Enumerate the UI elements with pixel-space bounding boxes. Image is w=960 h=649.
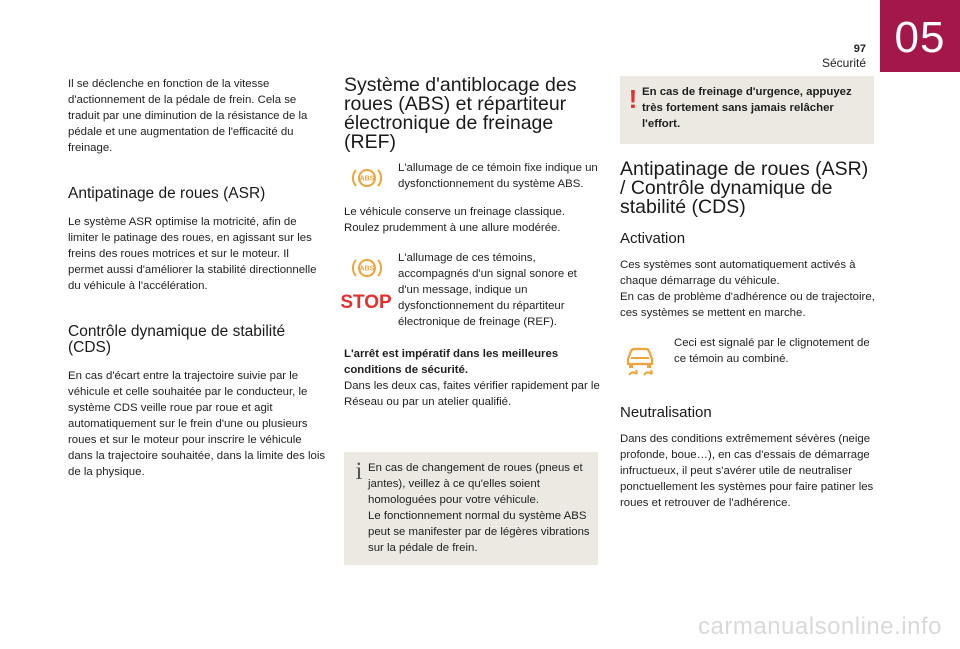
abs-warning-block (344, 160, 600, 192)
activation-text-2: En cas de problème d'adhérence ou de trajectoire, ces systèmes se mettent en marche. (620, 291, 875, 319)
page-number: 97 (853, 43, 866, 55)
warning-icon: ! (628, 84, 638, 114)
abs-ref-icon (350, 256, 384, 280)
column-right (620, 160, 876, 511)
column-left (68, 76, 326, 480)
ref-warning-text: L'allumage de ces témoins, accompagnés d'un signal sonore et d'un message, indique un dysfonctionnement du répartiteur électronique de freinage (REF). (398, 252, 577, 328)
intro-paragraph: Il se déclenche en fonction de la vitesse d'actionnement de la pédale de frein. Cela se traduit par une diminution de la résistance de la pédale et une augmentation de l'efficacité du freinage. (68, 78, 308, 154)
chapter-number: 05 (894, 13, 946, 62)
cds-blink-block (620, 335, 876, 383)
warning-note-box (620, 76, 874, 144)
cds-heading: Contrôle dynamique de stabilité (CDS) (68, 323, 286, 356)
activation-text-1: Ces systèmes sont automatiquement activés à chaque démarrage du véhicule. (620, 259, 856, 287)
stop-icon-label: STOP (340, 292, 392, 313)
abs-ref-icon-label: ABS (359, 265, 375, 273)
abs-warning-text: L'allumage de ce témoin fixe indique un dysfonctionnement du système ABS. (398, 162, 598, 190)
info-text-1: En cas de changement de roues (pneus et jantes), veillez à ce qu'elles soient homologuées pour votre véhicule. (368, 462, 583, 506)
stop-icon (340, 290, 392, 313)
neutralisation-heading: Neutralisation (620, 404, 712, 421)
chapter-tab (880, 0, 960, 72)
watermark: carmanualsonline.info (698, 613, 942, 640)
warning-text: En cas de freinage d'urgence, appuyez très fortement sans jamais relâcher l'effort. (642, 86, 852, 130)
asr-paragraph: Le système ASR optimise la motricité, afin de limiter le patinage des roues, en agissant sur les freins des roues motrices et sur le moteur. Il permet aussi d'améliorer la stabilité directionnelle du véhicule à l'accélération. (68, 216, 317, 292)
section-title: Sécurité (821, 56, 866, 70)
abs-icon-label: ABS (359, 175, 375, 183)
abs-warning-icon (350, 166, 384, 190)
cds-paragraph: En cas d'écart entre la trajectoire suivie par le véhicule et celle souhaitée par le conducteur, le système CDS veille roue par roue et agit automatiquement sur le frein d'une ou plusieurs roues et sur le moteur pour inscrire le véhicule dans la trajectoire souhaitée, dans la limite des lois de la physique. (68, 370, 326, 478)
info-icon: i (355, 458, 363, 485)
info-note-box (344, 452, 598, 565)
cds-blink-text: Ceci est signalé par le clignotement de ce témoin au combiné. (674, 337, 870, 365)
stop-instruction-body: Dans les deux cas, faites vérifier rapidement par le Réseau ou par un atelier qualifié. (344, 380, 600, 408)
ref-warning-block (340, 250, 600, 330)
asr-cds-heading: Antipatinage de roues (ASR) / Contrôle dynamique de stabilité (CDS) (620, 158, 869, 218)
column-middle (340, 74, 600, 410)
stop-instruction (344, 346, 600, 410)
stop-instruction-bold: L'arrêt est impératif dans les meilleures conditions de sécurité. (344, 348, 559, 376)
asr-heading: Antipatinage de roues (ASR) (68, 185, 266, 202)
info-text-2: Le fonctionnement normal du système ABS peut se manifester par de légères vibrations sur la pédale de frein. (368, 510, 590, 554)
skid-car-icon (622, 341, 658, 377)
neutralisation-text: Dans des conditions extrêmement sévères (neige profonde, boue…), en cas d'essais de démarrage infructueux, il peut s'avérer utile de neutraliser ponctuellement les systèmes pour faire patiner les roues et retrouver de l'adhérence. (620, 433, 874, 509)
abs-consequence-text: Le véhicule conserve un freinage classique. Roulez prudemment à une allure modérée. (344, 206, 565, 234)
activation-heading: Activation (620, 230, 686, 247)
abs-heading: Système d'antiblocage des roues (ABS) et répartiteur électronique de freinage (REF) (344, 74, 577, 153)
